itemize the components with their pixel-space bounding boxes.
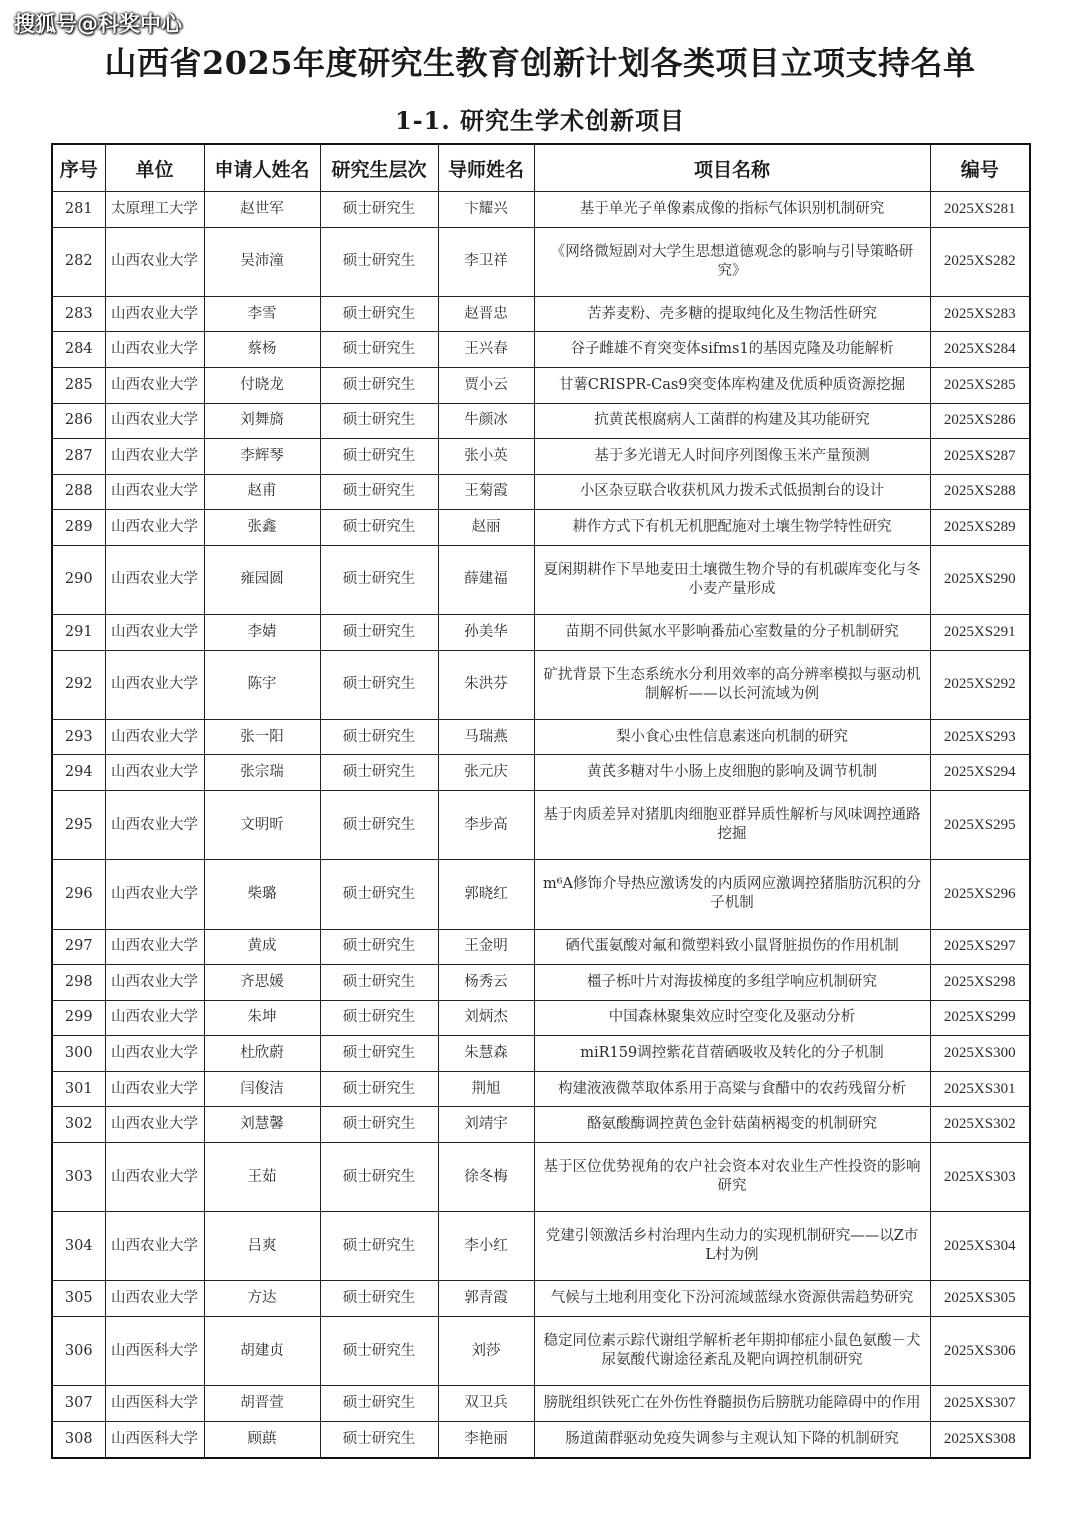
- cell-unit: 山西农业大学: [105, 1212, 204, 1281]
- cell-no: 297: [52, 929, 105, 965]
- cell-applicant: 黄成: [204, 929, 320, 965]
- cell-project: 气候与土地利用变化下汾河流域蓝绿水资源供需趋势研究: [534, 1281, 930, 1317]
- cell-level: 硕士研究生: [320, 1000, 438, 1036]
- table-row: [52, 332, 1030, 368]
- cell-advisor: 张元庆: [438, 755, 534, 791]
- cell-level: 硕士研究生: [320, 192, 438, 228]
- cell-advisor: 贾小云: [438, 367, 534, 403]
- cell-project: 基于多光谱无人时间序列图像玉米产量预测: [534, 439, 930, 475]
- cell-applicant: 张宗瑞: [204, 755, 320, 791]
- header-unit: 单位: [105, 144, 204, 192]
- cell-no: 289: [52, 510, 105, 546]
- cell-advisor: 李小红: [438, 1212, 534, 1281]
- cell-no: 283: [52, 296, 105, 332]
- cell-project: 苦荞麦粉、壳多糖的提取纯化及生物活性研究: [534, 296, 930, 332]
- cell-code: 2025XS286: [930, 403, 1030, 439]
- cell-level: 硕士研究生: [320, 615, 438, 651]
- cell-advisor: 朱洪芬: [438, 650, 534, 719]
- cell-project: m⁶A修饰介导热应激诱发的内质网应激调控猪脂肪沉积的分子机制: [534, 860, 930, 929]
- cell-applicant: 蔡杨: [204, 332, 320, 368]
- cell-project: miR159调控紫花苜蓿硒吸收及转化的分子机制: [534, 1036, 930, 1072]
- cell-code: 2025XS298: [930, 965, 1030, 1001]
- table-row: [52, 929, 1030, 965]
- table-row: [52, 439, 1030, 475]
- cell-unit: 山西医科大学: [105, 1386, 204, 1422]
- cell-project: 中国森林聚集效应时空变化及驱动分析: [534, 1000, 930, 1036]
- cell-applicant: 张一阳: [204, 719, 320, 755]
- cell-advisor: 郭晓红: [438, 860, 534, 929]
- cell-level: 硕士研究生: [320, 1142, 438, 1211]
- table-header-row: [52, 144, 1030, 192]
- cell-code: 2025XS306: [930, 1317, 1030, 1386]
- table-row: [52, 1142, 1030, 1211]
- project-table: [51, 143, 1031, 1459]
- cell-unit: 山西农业大学: [105, 296, 204, 332]
- cell-level: 硕士研究生: [320, 1317, 438, 1386]
- cell-unit: 山西农业大学: [105, 790, 204, 859]
- cell-no: 285: [52, 367, 105, 403]
- cell-applicant: 王茹: [204, 1142, 320, 1211]
- cell-advisor: 牛颜冰: [438, 403, 534, 439]
- cell-applicant: 柴璐: [204, 860, 320, 929]
- table-row: [52, 510, 1030, 546]
- cell-project: 党建引领激活乡村治理内生动力的实现机制研究——以Z市L村为例: [534, 1212, 930, 1281]
- cell-applicant: 赵甫: [204, 474, 320, 510]
- cell-project: 矿扰背景下生态系统水分利用效率的高分辨率模拟与驱动机制解析——以长河流域为例: [534, 650, 930, 719]
- cell-applicant: 刘舞旖: [204, 403, 320, 439]
- cell-code: 2025XS291: [930, 615, 1030, 651]
- cell-applicant: 刘慧馨: [204, 1107, 320, 1143]
- cell-project: 基于区位优势视角的农户社会资本对农业生产性投资的影响研究: [534, 1142, 930, 1211]
- cell-code: 2025XS288: [930, 474, 1030, 510]
- header-project: 项目名称: [534, 144, 930, 192]
- table-row: [52, 965, 1030, 1001]
- cell-project: 基于单光子单像素成像的指标气体识别机制研究: [534, 192, 930, 228]
- cell-code: 2025XS290: [930, 545, 1030, 614]
- cell-level: 硕士研究生: [320, 1281, 438, 1317]
- cell-advisor: 李步高: [438, 790, 534, 859]
- cell-applicant: 李雪: [204, 296, 320, 332]
- cell-applicant: 杜欣蔚: [204, 1036, 320, 1072]
- table-row: [52, 545, 1030, 614]
- cell-unit: 山西农业大学: [105, 545, 204, 614]
- cell-project: 膀胱组织铁死亡在外伤性脊髓损伤后膀胱功能障碍中的作用: [534, 1386, 930, 1422]
- cell-level: 硕士研究生: [320, 719, 438, 755]
- cell-no: 286: [52, 403, 105, 439]
- table-row: [52, 367, 1030, 403]
- cell-unit: 山西农业大学: [105, 367, 204, 403]
- cell-code: 2025XS302: [930, 1107, 1030, 1143]
- cell-level: 硕士研究生: [320, 755, 438, 791]
- table-row: [52, 1386, 1030, 1422]
- table-row: [52, 719, 1030, 755]
- cell-applicant: 付晓龙: [204, 367, 320, 403]
- cell-unit: 山西农业大学: [105, 474, 204, 510]
- cell-applicant: 闫俊洁: [204, 1071, 320, 1107]
- cell-no: 282: [52, 227, 105, 296]
- table-row: [52, 403, 1030, 439]
- cell-code: 2025XS297: [930, 929, 1030, 965]
- cell-unit: 山西农业大学: [105, 1000, 204, 1036]
- cell-level: 硕士研究生: [320, 860, 438, 929]
- cell-applicant: 李婧: [204, 615, 320, 651]
- table-row: [52, 227, 1030, 296]
- cell-advisor: 王金明: [438, 929, 534, 965]
- table-row: [52, 1036, 1030, 1072]
- cell-unit: 山西农业大学: [105, 1071, 204, 1107]
- cell-no: 301: [52, 1071, 105, 1107]
- cell-no: 284: [52, 332, 105, 368]
- header-code: 编号: [930, 144, 1030, 192]
- cell-level: 硕士研究生: [320, 790, 438, 859]
- table-row: [52, 860, 1030, 929]
- cell-unit: 山西医科大学: [105, 1421, 204, 1458]
- cell-project: 甘薯CRISPR-Cas9突变体库构建及优质种质资源挖掘: [534, 367, 930, 403]
- cell-code: 2025XS304: [930, 1212, 1030, 1281]
- cell-no: 303: [52, 1142, 105, 1211]
- cell-project: 酪氨酸酶调控黄色金针菇菌柄褐变的机制研究: [534, 1107, 930, 1143]
- cell-no: 296: [52, 860, 105, 929]
- cell-advisor: 朱慧森: [438, 1036, 534, 1072]
- cell-unit: 山西农业大学: [105, 615, 204, 651]
- cell-no: 292: [52, 650, 105, 719]
- cell-no: 288: [52, 474, 105, 510]
- cell-project: 稳定同位素示踪代谢组学解析老年期抑郁症小鼠色氨酸－犬尿氨酸代谢途径紊乱及靶向调控机制研究: [534, 1317, 930, 1386]
- document-title: 山西省2025年度研究生教育创新计划各类项目立项支持名单: [104, 44, 976, 82]
- cell-unit: 山西农业大学: [105, 332, 204, 368]
- cell-code: 2025XS308: [930, 1421, 1030, 1458]
- cell-applicant: 顾蕻: [204, 1421, 320, 1458]
- cell-unit: 山西农业大学: [105, 439, 204, 475]
- cell-unit: 山西农业大学: [105, 929, 204, 965]
- cell-no: 307: [52, 1386, 105, 1422]
- cell-unit: 太原理工大学: [105, 192, 204, 228]
- table-body: [52, 192, 1030, 1459]
- cell-level: 硕士研究生: [320, 1071, 438, 1107]
- cell-advisor: 赵晋忠: [438, 296, 534, 332]
- cell-no: 308: [52, 1421, 105, 1458]
- cell-level: 硕士研究生: [320, 510, 438, 546]
- cell-unit: 山西农业大学: [105, 755, 204, 791]
- cell-unit: 山西医科大学: [105, 1317, 204, 1386]
- header-applicant: 申请人姓名: [204, 144, 320, 192]
- cell-project: 耕作方式下有机无机肥配施对土壤生物学特性研究: [534, 510, 930, 546]
- cell-project: 夏闲期耕作下旱地麦田土壤微生物介导的有机碳库变化与冬小麦产量形成: [534, 545, 930, 614]
- cell-no: 293: [52, 719, 105, 755]
- cell-code: 2025XS282: [930, 227, 1030, 296]
- cell-code: 2025XS284: [930, 332, 1030, 368]
- cell-advisor: 孙美华: [438, 615, 534, 651]
- cell-advisor: 李卫祥: [438, 227, 534, 296]
- cell-code: 2025XS292: [930, 650, 1030, 719]
- table-row: [52, 1281, 1030, 1317]
- cell-level: 硕士研究生: [320, 1386, 438, 1422]
- cell-code: 2025XS299: [930, 1000, 1030, 1036]
- table-row: [52, 474, 1030, 510]
- cell-advisor: 薛建福: [438, 545, 534, 614]
- table-row: [52, 1317, 1030, 1386]
- cell-code: 2025XS285: [930, 367, 1030, 403]
- cell-no: 281: [52, 192, 105, 228]
- cell-project: 橿子栎叶片对海拔梯度的多组学响应机制研究: [534, 965, 930, 1001]
- cell-project: 小区杂豆联合收获机风力拨禾式低损割台的设计: [534, 474, 930, 510]
- cell-advisor: 王菊霞: [438, 474, 534, 510]
- cell-applicant: 胡建贞: [204, 1317, 320, 1386]
- cell-code: 2025XS293: [930, 719, 1030, 755]
- cell-project: 苗期不同供氮水平影响番茄心室数量的分子机制研究: [534, 615, 930, 651]
- cell-unit: 山西农业大学: [105, 719, 204, 755]
- cell-level: 硕士研究生: [320, 1212, 438, 1281]
- cell-no: 295: [52, 790, 105, 859]
- cell-unit: 山西农业大学: [105, 1142, 204, 1211]
- cell-level: 硕士研究生: [320, 296, 438, 332]
- section-subtitle: 1-1. 研究生学术创新项目: [394, 106, 686, 135]
- cell-unit: 山西农业大学: [105, 965, 204, 1001]
- table-row: [52, 790, 1030, 859]
- cell-advisor: 马瑞燕: [438, 719, 534, 755]
- cell-applicant: 朱坤: [204, 1000, 320, 1036]
- cell-level: 硕士研究生: [320, 332, 438, 368]
- cell-applicant: 赵世军: [204, 192, 320, 228]
- cell-unit: 山西农业大学: [105, 510, 204, 546]
- cell-level: 硕士研究生: [320, 965, 438, 1001]
- cell-no: 290: [52, 545, 105, 614]
- cell-level: 硕士研究生: [320, 474, 438, 510]
- table-row: [52, 1000, 1030, 1036]
- cell-applicant: 方达: [204, 1281, 320, 1317]
- cell-no: 298: [52, 965, 105, 1001]
- cell-advisor: 荆旭: [438, 1071, 534, 1107]
- cell-advisor: 王兴春: [438, 332, 534, 368]
- cell-applicant: 齐思媛: [204, 965, 320, 1001]
- cell-level: 硕士研究生: [320, 1421, 438, 1458]
- cell-unit: 山西农业大学: [105, 227, 204, 296]
- cell-applicant: 张鑫: [204, 510, 320, 546]
- cell-code: 2025XS301: [930, 1071, 1030, 1107]
- table-row: [52, 296, 1030, 332]
- cell-project: 硒代蛋氨酸对氟和微塑料致小鼠肾脏损伤的作用机制: [534, 929, 930, 965]
- cell-project: 黄芪多糖对牛小肠上皮细胞的影响及调节机制: [534, 755, 930, 791]
- cell-no: 306: [52, 1317, 105, 1386]
- header-no: 序号: [52, 144, 105, 192]
- cell-code: 2025XS300: [930, 1036, 1030, 1072]
- cell-advisor: 李艳丽: [438, 1421, 534, 1458]
- cell-no: 287: [52, 439, 105, 475]
- cell-code: 2025XS303: [930, 1142, 1030, 1211]
- cell-level: 硕士研究生: [320, 650, 438, 719]
- cell-advisor: 刘靖宇: [438, 1107, 534, 1143]
- cell-applicant: 陈宇: [204, 650, 320, 719]
- cell-unit: 山西农业大学: [105, 860, 204, 929]
- table-row: [52, 1071, 1030, 1107]
- cell-no: 299: [52, 1000, 105, 1036]
- cell-project: 肠道菌群驱动免疫失调参与主观认知下降的机制研究: [534, 1421, 930, 1458]
- watermark: 搜狐号@科奖中心: [14, 12, 182, 36]
- cell-code: 2025XS289: [930, 510, 1030, 546]
- cell-project: 梨小食心虫性信息素迷向机制的研究: [534, 719, 930, 755]
- cell-advisor: 刘莎: [438, 1317, 534, 1386]
- cell-applicant: 胡晋萱: [204, 1386, 320, 1422]
- cell-code: 2025XS281: [930, 192, 1030, 228]
- cell-no: 302: [52, 1107, 105, 1143]
- header-level: 研究生层次: [320, 144, 438, 192]
- cell-advisor: 赵丽: [438, 510, 534, 546]
- table-row: [52, 1421, 1030, 1458]
- cell-code: 2025XS295: [930, 790, 1030, 859]
- cell-advisor: 郭青霞: [438, 1281, 534, 1317]
- cell-code: 2025XS307: [930, 1386, 1030, 1422]
- cell-applicant: 李辉琴: [204, 439, 320, 475]
- cell-advisor: 张小英: [438, 439, 534, 475]
- cell-advisor: 卞耀兴: [438, 192, 534, 228]
- cell-applicant: 吴沛潼: [204, 227, 320, 296]
- cell-level: 硕士研究生: [320, 439, 438, 475]
- table-row: [52, 615, 1030, 651]
- cell-project: 抗黄芪根腐病人工菌群的构建及其功能研究: [534, 403, 930, 439]
- cell-unit: 山西农业大学: [105, 403, 204, 439]
- cell-unit: 山西农业大学: [105, 1281, 204, 1317]
- cell-applicant: 文明昕: [204, 790, 320, 859]
- cell-project: 构建液液微萃取体系用于高粱与食醋中的农药残留分析: [534, 1071, 930, 1107]
- cell-project: 基于肉质差异对猪肌肉细胞亚群异质性解析与风味调控通路挖掘: [534, 790, 930, 859]
- cell-advisor: 徐冬梅: [438, 1142, 534, 1211]
- cell-level: 硕士研究生: [320, 1107, 438, 1143]
- header-advisor: 导师姓名: [438, 144, 534, 192]
- cell-advisor: 双卫兵: [438, 1386, 534, 1422]
- cell-project: 谷子雌雄不育突变体sifms1的基因克隆及功能解析: [534, 332, 930, 368]
- cell-code: 2025XS294: [930, 755, 1030, 791]
- table-row: [52, 1212, 1030, 1281]
- cell-level: 硕士研究生: [320, 929, 438, 965]
- cell-code: 2025XS283: [930, 296, 1030, 332]
- cell-no: 300: [52, 1036, 105, 1072]
- cell-advisor: 杨秀云: [438, 965, 534, 1001]
- cell-unit: 山西农业大学: [105, 650, 204, 719]
- cell-no: 305: [52, 1281, 105, 1317]
- cell-unit: 山西农业大学: [105, 1036, 204, 1072]
- cell-level: 硕士研究生: [320, 367, 438, 403]
- cell-level: 硕士研究生: [320, 545, 438, 614]
- table-row: [52, 1107, 1030, 1143]
- cell-applicant: 吕爽: [204, 1212, 320, 1281]
- cell-level: 硕士研究生: [320, 1036, 438, 1072]
- table-row: [52, 192, 1030, 228]
- cell-code: 2025XS287: [930, 439, 1030, 475]
- cell-applicant: 雍园圆: [204, 545, 320, 614]
- cell-code: 2025XS305: [930, 1281, 1030, 1317]
- cell-level: 硕士研究生: [320, 403, 438, 439]
- cell-level: 硕士研究生: [320, 227, 438, 296]
- cell-no: 304: [52, 1212, 105, 1281]
- cell-no: 294: [52, 755, 105, 791]
- cell-code: 2025XS296: [930, 860, 1030, 929]
- cell-project: 《网络微短剧对大学生思想道德观念的影响与引导策略研究》: [534, 227, 930, 296]
- table-row: [52, 755, 1030, 791]
- cell-no: 291: [52, 615, 105, 651]
- table-row: [52, 650, 1030, 719]
- cell-unit: 山西农业大学: [105, 1107, 204, 1143]
- cell-advisor: 刘炳杰: [438, 1000, 534, 1036]
